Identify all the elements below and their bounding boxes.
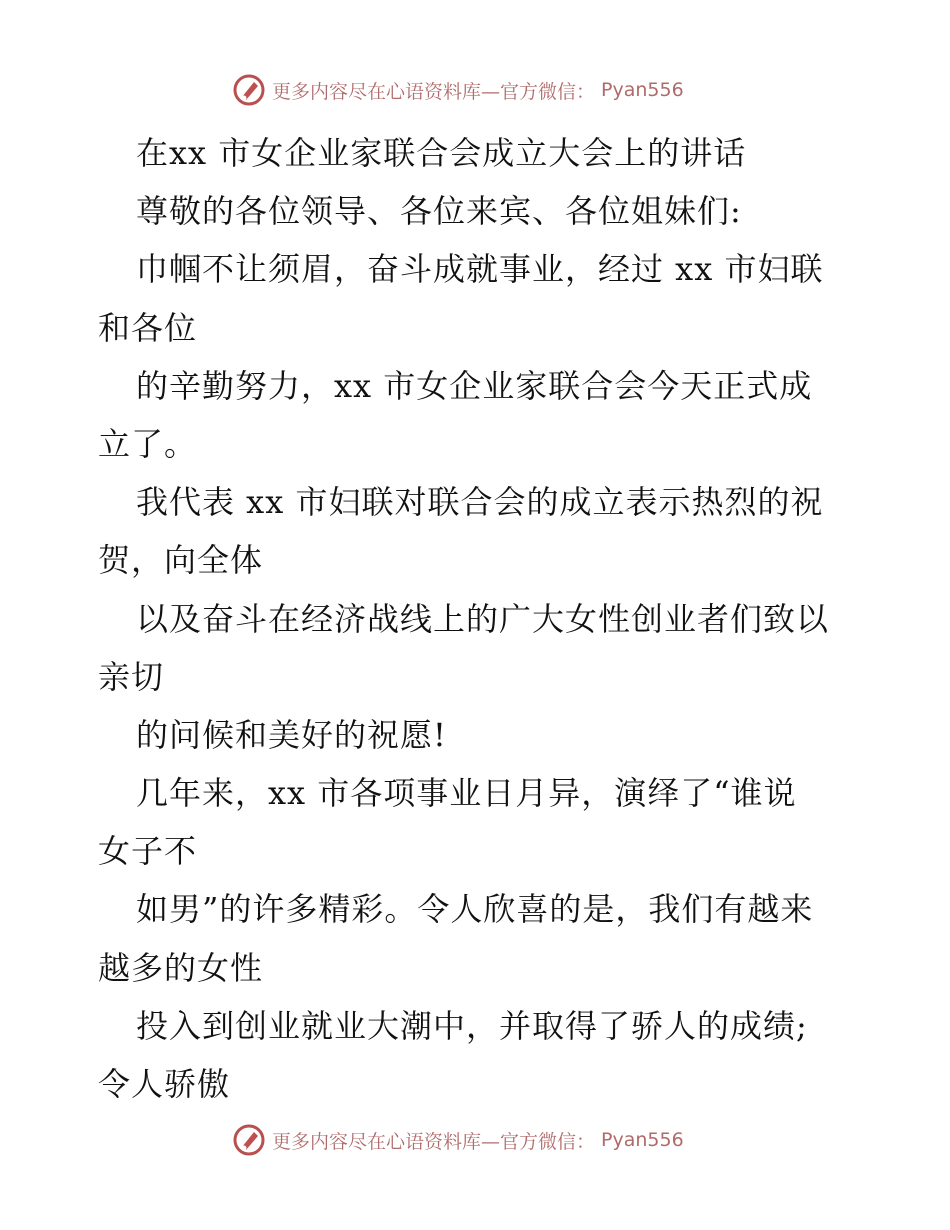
footer-watermark — [232, 1120, 684, 1160]
pen-logo-icon — [232, 73, 266, 107]
text-line: 巾帼不让须眉，奋斗成就事业，经过 xx 市妇联 — [136, 250, 824, 289]
text-line: 我代表 xx 市妇联对联合会的成立表示热烈的祝 — [136, 483, 824, 522]
watermark-text: 更多内容尽在心语资料库—官方微信： — [272, 1130, 596, 1153]
header-watermark — [232, 70, 684, 110]
text-line: 的问候和美好的祝愿! — [136, 715, 447, 754]
text-line: 令人骄傲 — [98, 1065, 231, 1103]
text-line: 在xx 市女企业家联合会成立大会上的讲话 — [136, 134, 747, 172]
watermark-text: 更多内容尽在心语资料库—官方微信： — [272, 80, 596, 103]
text-line: 如男”的许多精彩。令人欣喜的是，我们有越来 — [136, 890, 814, 929]
text-line: 尊敬的各位领导、各位来宾、各位姐妹们: — [136, 192, 742, 231]
watermark-account: Pyan556 — [601, 1129, 684, 1151]
text-line: 的辛勤努力，xx 市女企业家联合会今天正式成 — [136, 366, 813, 405]
text-line: 女子不 — [98, 832, 198, 871]
document-body — [98, 124, 868, 1113]
text-line: 和各位 — [98, 308, 198, 347]
text-line: 亲切 — [98, 657, 165, 696]
text-line: 越多的女性 — [98, 948, 264, 987]
text-line: 投入到创业就业大潮中，并取得了骄人的成绩; — [136, 1006, 808, 1045]
pen-logo-icon — [232, 1123, 266, 1157]
text-line: 贺，向全体 — [98, 541, 264, 580]
text-line: 立了。 — [98, 424, 198, 463]
text-line: 几年来，xx 市各项事业日月异，演绎了“谁说 — [136, 774, 797, 813]
watermark-account: Pyan556 — [601, 79, 684, 101]
text-line: 以及奋斗在经济战线上的广大女性创业者们致以 — [136, 599, 830, 638]
